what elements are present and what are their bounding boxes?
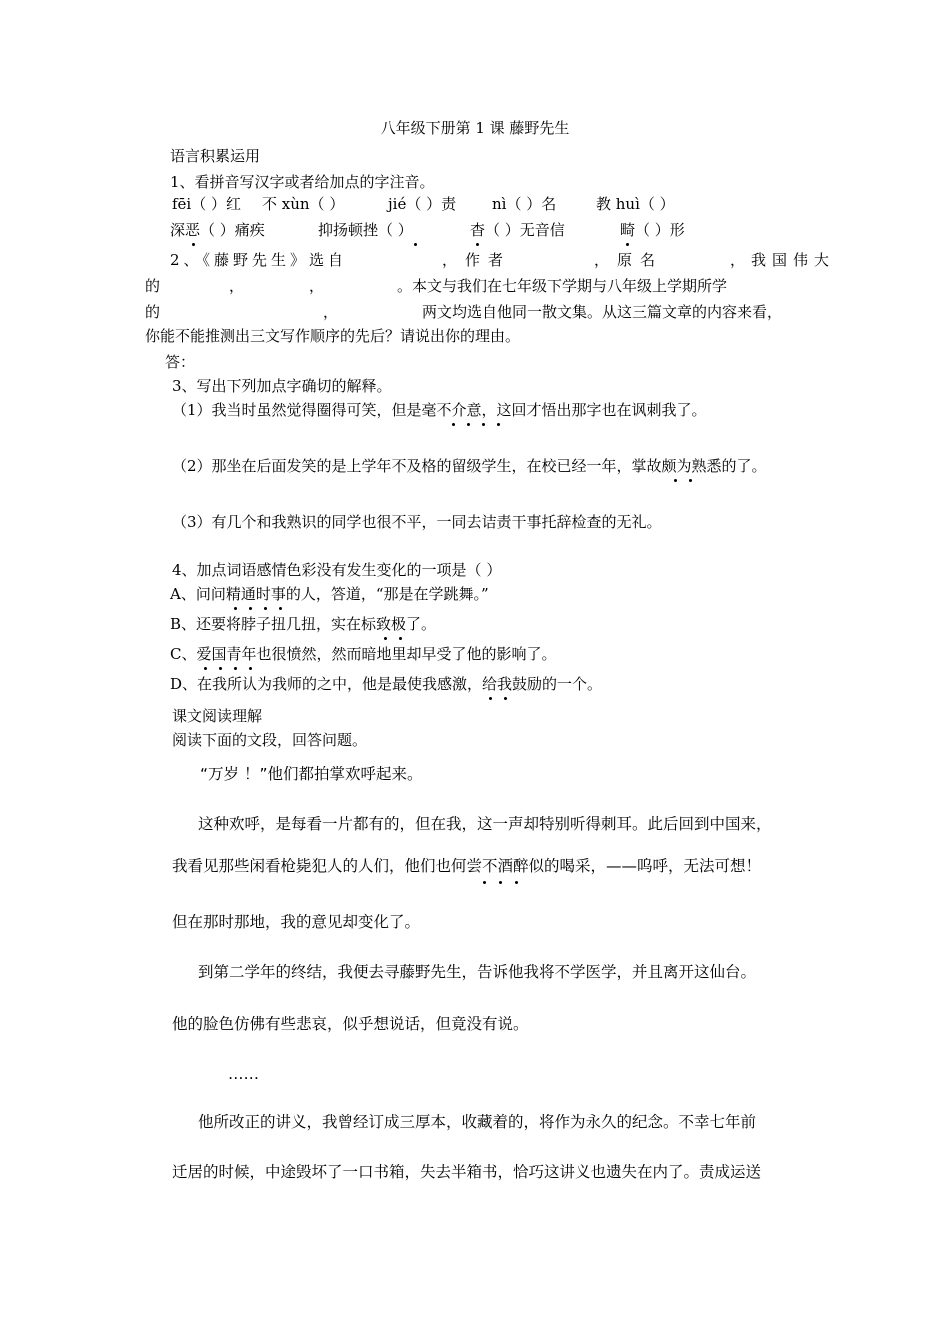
- passage-paragraph-4-line-2: 迁居的时候，中途毁坏了一口书箱，失去半箱书，恰巧这讲义也遗失在内了。责成运送: [172, 1163, 762, 1181]
- emphasis-dot: [683, 456, 698, 476]
- page-title: 八年级下册第 1 课 藤野先生: [380, 119, 570, 137]
- pinyin-item: jié（ ）责: [388, 195, 457, 213]
- emphasis-dot: [491, 400, 506, 420]
- passage-paragraph-2-line-3: 但在那时那地，我的意见却变化了。: [172, 913, 421, 931]
- emphasis-dot: [273, 584, 288, 604]
- option-d: D、在我所认为我师的之中，他是最使我感激，给我鼓励的一个。: [170, 675, 603, 693]
- answer-label: 答：: [165, 353, 196, 371]
- passage-ellipsis: ……: [228, 1065, 259, 1083]
- question-3-stem: 3、写出下列加点字确切的解释。: [172, 377, 392, 395]
- question-3-item-2: （2）那坐在后面发笑的是上学年不及格的留级学生，在校已经一年，掌故颇为熟悉的了。: [172, 457, 767, 475]
- pinyin-item: nì（ ）名: [492, 195, 557, 213]
- question-3-item-3: （3）有几个和我熟识的同学也很不平，一同去诘责干事托辞检查的无礼。: [172, 513, 662, 531]
- emphasis-dot: [668, 456, 683, 476]
- option-c: C、爱国青年也很愤然，然而暗地里却早受了他的影响了。: [170, 645, 557, 663]
- pinyin-item: 不 xùn（ ）: [262, 195, 345, 213]
- emphasis-dot: [198, 644, 213, 664]
- emphasis-dot: [446, 400, 461, 420]
- emphasis-dot: [508, 858, 524, 878]
- question-2-line-4: 你能不能推测出三文写作顺序的先后？请说出你的理由。: [145, 327, 521, 345]
- passage-paragraph-4-line-1: 他所改正的讲义，我曾经订成三厚本，收藏着的，将作为永久的纪念。不幸七年前: [198, 1113, 757, 1131]
- emphasis-dot: [378, 614, 393, 634]
- emphasis-dot: [461, 400, 476, 420]
- emphasis-dot: [393, 614, 408, 634]
- emphasis-dot: [228, 644, 243, 664]
- passage-paragraph-3-line-2: 他的脸色仿佛有些悲哀，似乎想说话，但竟没有说。: [172, 1015, 529, 1033]
- option-a: A、问问精通时事的人，答道，“那是在学跳舞。”: [170, 585, 489, 603]
- emphasis-dot: [213, 644, 228, 664]
- passage-paragraph-2-line-1: 这种欢呼，是每看一片都有的，但在我，这一声却特别听得刺耳。此后回到中国来，: [198, 815, 772, 833]
- dotted-word-item: 抑扬顿挫（ ）: [318, 221, 413, 239]
- section-heading-reading: 课文阅读理解: [172, 707, 263, 725]
- emphasis-dot: [258, 584, 273, 604]
- passage-paragraph-3-line-1: 到第二学年的终结，我便去寻藤野先生，告诉他我将不学医学，并且离开这仙台。: [198, 963, 757, 981]
- pinyin-item: fēi（ ）红: [172, 195, 241, 213]
- emphasis-dot: [186, 220, 200, 240]
- emphasis-dot: [243, 644, 258, 664]
- section-heading-language: 语言积累运用: [170, 147, 261, 165]
- pinyin-item: 教 huì（ ）: [596, 195, 675, 213]
- question-4-stem: 4、加点词语感情色彩没有发生变化的一项是（ ）: [172, 561, 502, 579]
- question-1-stem: 1、看拼音写汉字或者给加点的字注音。: [170, 173, 435, 191]
- emphasis-dot: [476, 400, 491, 420]
- passage-paragraph-1: “万岁 ！”他们都拍掌欢呼起来。: [200, 765, 423, 783]
- question-3-item-1: （1）我当时虽然觉得圈得可笑，但是毫不介意，这回才悟出那字也在讽刺我了。: [172, 401, 707, 419]
- reading-instruction: 阅读下面的文段，回答问题。: [172, 731, 368, 749]
- option-b: B、还要将脖子扭几扭，实在标致极了。: [170, 615, 437, 633]
- emphasis-dot: [620, 220, 634, 240]
- emphasis-dot: [408, 220, 422, 240]
- emphasis-dot: [470, 220, 484, 240]
- passage-paragraph-2-line-2: 我看见那些闲看枪毙犯人的人们，他们也何尝不酒醉似的喝采，——呜呼，无法可想！: [172, 856, 761, 876]
- emphasis-dot: [483, 674, 498, 694]
- dotted-word-item: 深恶（ ）痛疾: [170, 221, 265, 239]
- emphasis-dot: [228, 584, 243, 604]
- emphasis-dot: [492, 858, 508, 878]
- emphasis-dot: [498, 674, 513, 694]
- dotted-word-item: 杳（ ）无音信: [470, 221, 565, 239]
- emphasis-dot: [243, 584, 258, 604]
- emphasis-dot: [476, 858, 492, 878]
- dotted-word-item: 畸（ ）形: [620, 221, 685, 239]
